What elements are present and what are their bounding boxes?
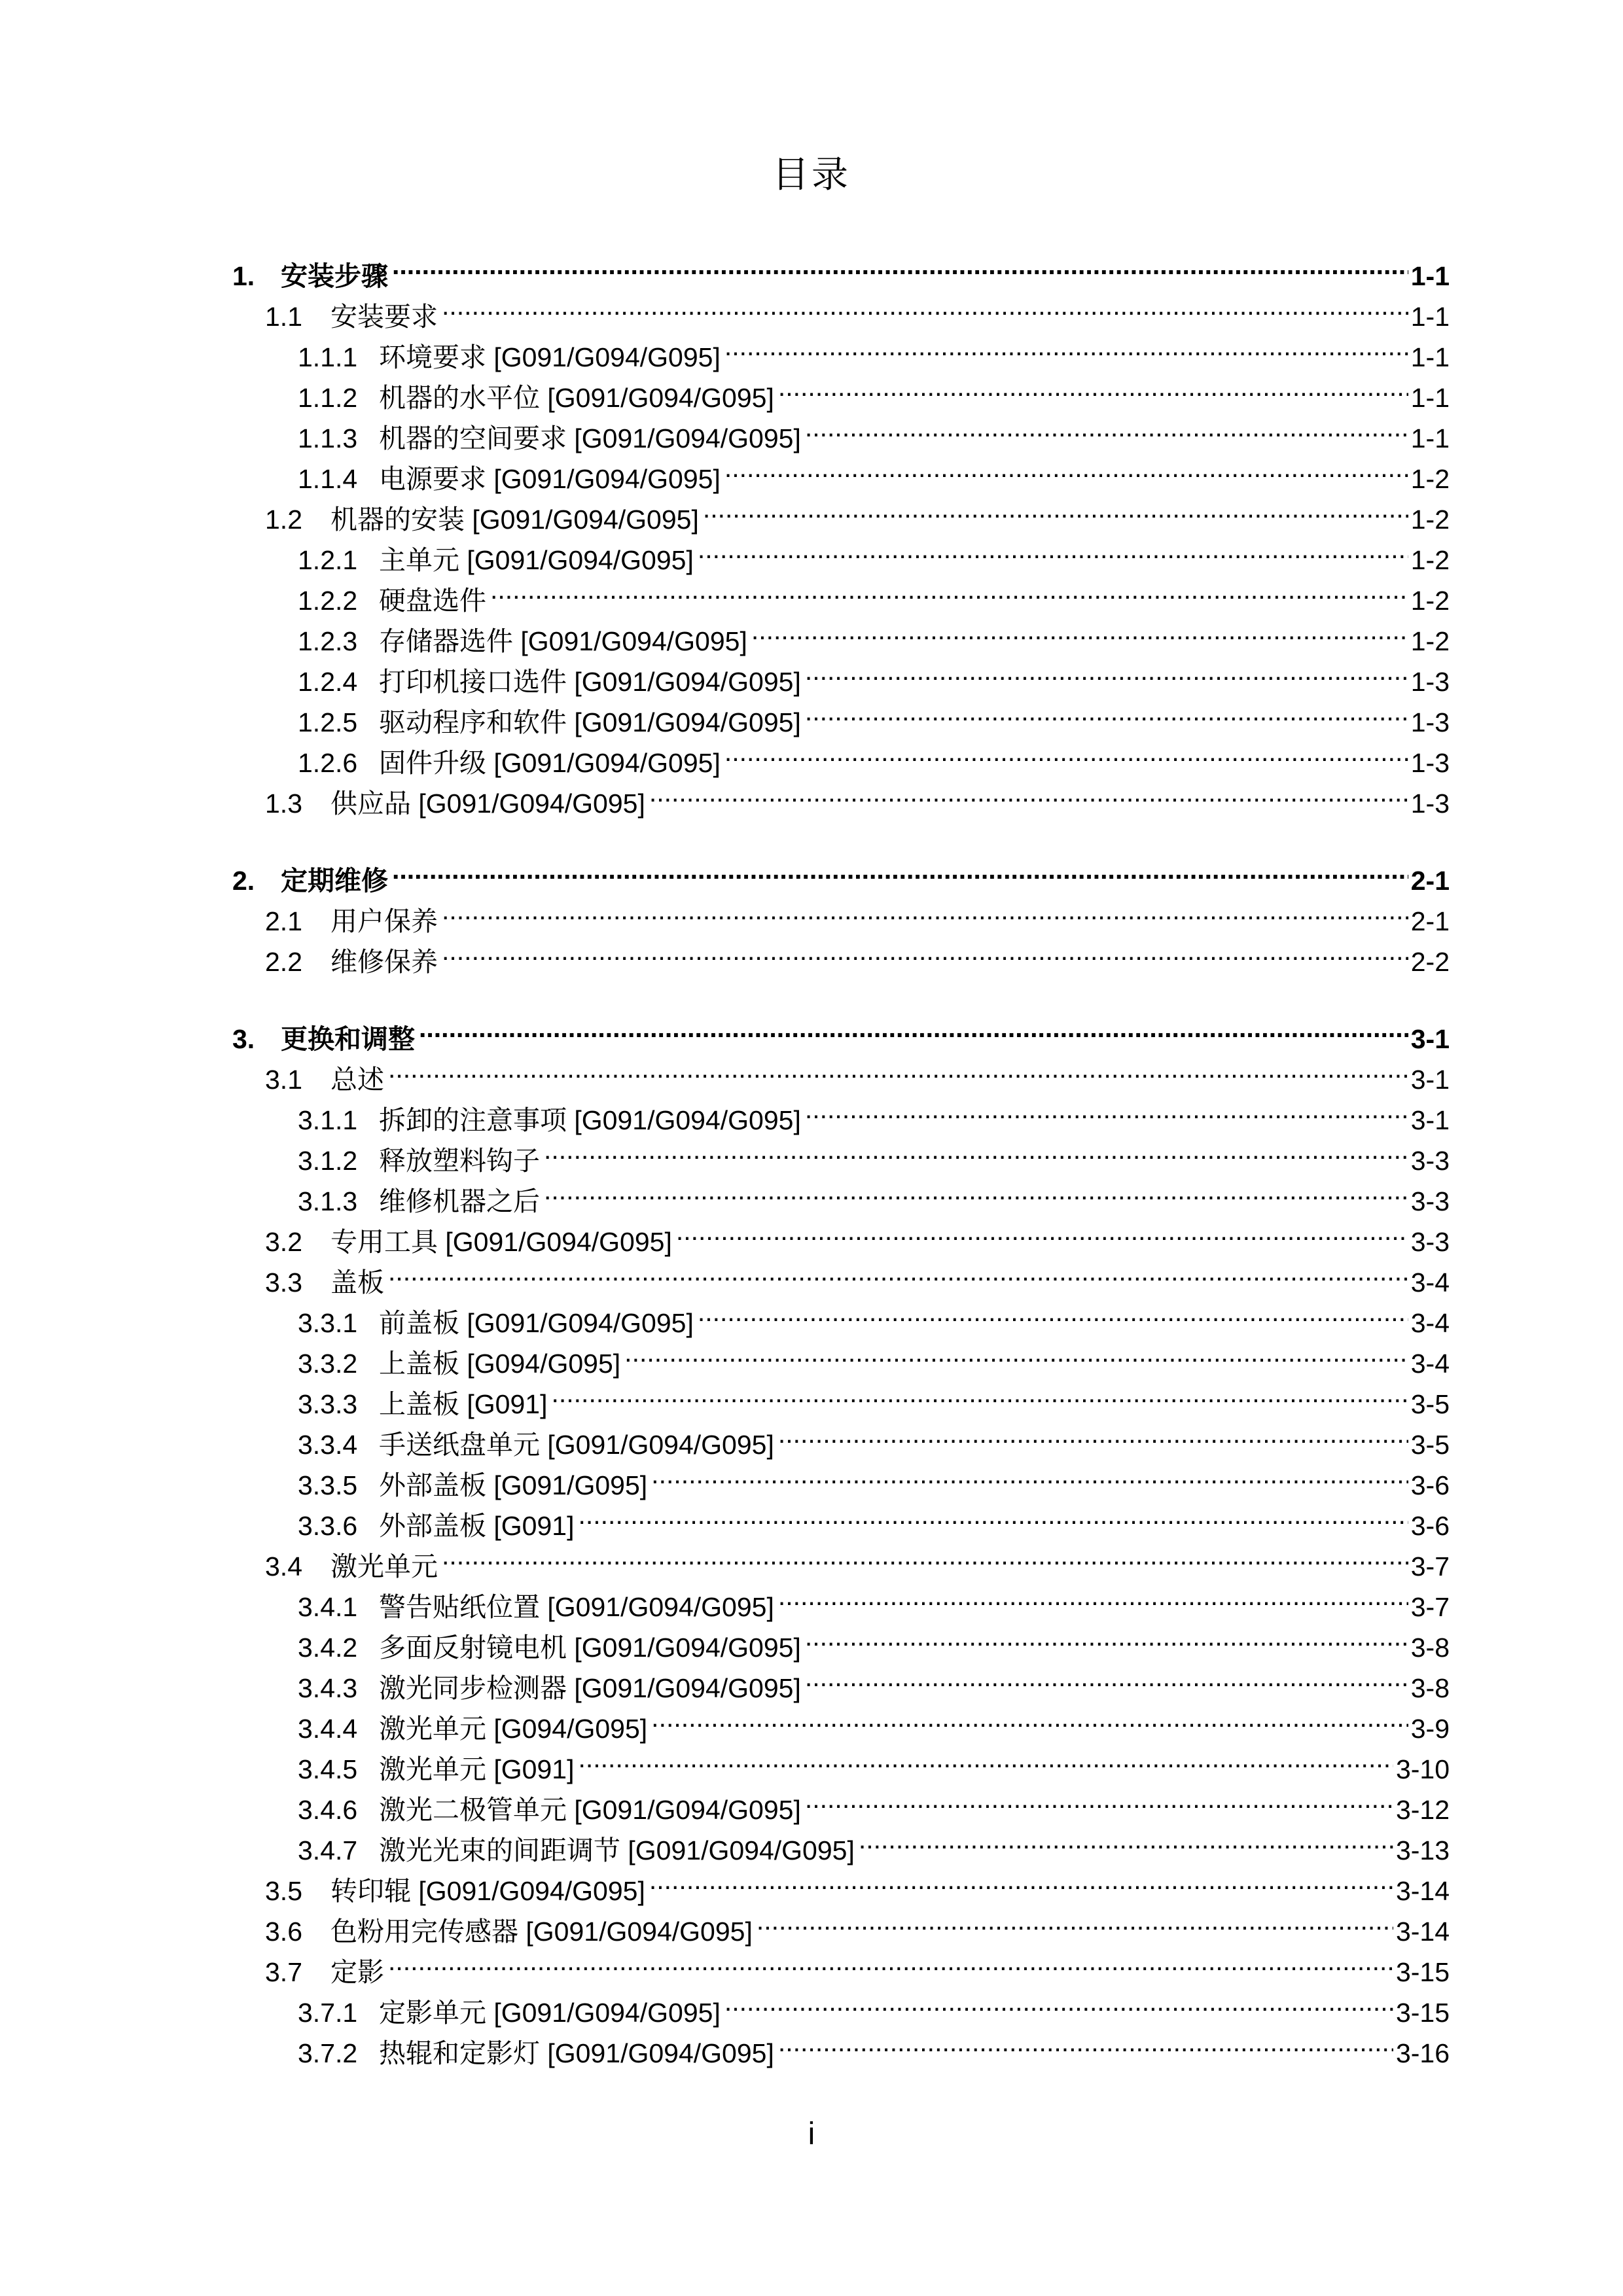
dot-leader [805, 1089, 1408, 1129]
toc-entry-page: 3-8 [1410, 1633, 1450, 1663]
toc-entry-page: 1-3 [1410, 748, 1450, 778]
toc-entry-page: 3-15 [1395, 1957, 1450, 1987]
toc-entry-page: 3-4 [1410, 1267, 1450, 1298]
dot-leader [624, 1332, 1408, 1373]
dot-leader [805, 1657, 1408, 1697]
toc-entry-number: 3.4.1 [298, 1592, 358, 1622]
toc-entry-title: 激光单元 [G094/G095] [379, 1714, 648, 1744]
toc-entry-number: 3.3 [265, 1267, 302, 1298]
toc-entry-number: 3.3.1 [298, 1308, 358, 1338]
toc-entry-number: 2. [232, 866, 255, 896]
toc-entry-number: 3.3.2 [298, 1349, 358, 1379]
toc-entry-page: 3-1 [1410, 1024, 1450, 1054]
toc-entry-title: 定期维修 [281, 866, 388, 896]
toc-entry-title: 硬盘选件 [379, 586, 486, 616]
dot-leader [388, 1251, 1408, 1292]
toc-entry-number: 1.3 [265, 788, 302, 819]
dot-leader [551, 1373, 1408, 1413]
dot-leader [578, 1494, 1408, 1535]
toc-entry-title: 更换和调整 [281, 1024, 415, 1054]
page-number: i [808, 2117, 815, 2151]
toc-entry-number: 3.7.1 [298, 1998, 358, 2028]
toc-entry-page: 3-8 [1410, 1673, 1450, 1703]
toc-entry-number: 1.2.1 [298, 545, 358, 575]
toc-entry-title: 警告贴纸位置 [G091/G094/G095] [379, 1592, 774, 1622]
dot-leader [651, 1454, 1408, 1494]
toc-entry-page: 3-6 [1410, 1470, 1450, 1500]
toc-entry[interactable] [232, 285, 1450, 332]
toc-entry-title: 电源要求 [G091/G094/G095] [379, 464, 721, 494]
toc-entry-page: 1-1 [1410, 342, 1450, 372]
dot-leader [703, 488, 1408, 529]
dot-leader [724, 448, 1408, 488]
toc-entry-page: 1-3 [1410, 667, 1450, 697]
toc-entry-page: 3-1 [1410, 1105, 1450, 1135]
toc-entry-number: 3.4.2 [298, 1633, 358, 1663]
dot-leader [805, 407, 1408, 448]
toc-entry-number: 3.7.2 [298, 2038, 358, 2068]
toc-entry-number: 3.1 [265, 1065, 302, 1095]
toc-entry-title: 供应品 [G091/G094/G095] [330, 788, 645, 819]
toc-entry-title: 定影单元 [G091/G094/G095] [379, 1998, 721, 2028]
toc-entry-title: 多面反射镜电机 [G091/G094/G095] [379, 1633, 801, 1663]
toc-entry-title: 打印机接口选件 [G091/G094/G095] [379, 667, 801, 697]
toc-entry-title: 机器的水平位 [G091/G094/G095] [379, 383, 774, 413]
toc-entry-title: 拆卸的注意事项 [G091/G094/G095] [379, 1105, 801, 1135]
toc-entry-number: 1.1.1 [298, 342, 358, 372]
toc-entry[interactable] [232, 1008, 1450, 1054]
dot-leader [490, 569, 1408, 610]
dot-leader [805, 650, 1408, 691]
dot-leader [778, 1576, 1408, 1616]
toc-entry-page: 3-3 [1410, 1146, 1450, 1176]
dot-leader [778, 1413, 1408, 1454]
toc-entry-title: 前盖板 [G091/G094/G095] [379, 1308, 694, 1338]
toc-entry-number: 3.4.5 [298, 1754, 358, 1784]
toc-entry-title: 释放塑料钩子 [379, 1146, 540, 1176]
toc-chapter [232, 1008, 1450, 2068]
toc-entry-number: 3.4.4 [298, 1714, 358, 1744]
toc-entry-page: 1-2 [1410, 545, 1450, 575]
toc-entry-page: 3-3 [1410, 1227, 1450, 1257]
toc-entry-title: 激光单元 [330, 1551, 438, 1581]
toc-entry-number: 3.1.1 [298, 1105, 358, 1135]
dot-leader [392, 245, 1408, 285]
toc-entry-title: 维修机器之后 [379, 1186, 540, 1216]
toc-entry-page: 1-2 [1410, 504, 1450, 535]
toc-entry[interactable] [232, 1981, 1450, 2028]
toc-entry-page: 3-16 [1395, 2038, 1450, 2068]
toc-entry-page: 3-14 [1395, 1876, 1450, 1906]
dot-leader [442, 285, 1408, 326]
toc-entry-number: 1.2.2 [298, 586, 358, 616]
dot-leader [544, 1170, 1408, 1210]
toc-entry-title: 外部盖板 [G091/G095] [379, 1470, 648, 1500]
toc-entry[interactable] [232, 1251, 1450, 1298]
toc-entry-title: 总述 [330, 1065, 384, 1095]
toc-entry-number: 1.1.4 [298, 464, 358, 494]
dot-leader [778, 366, 1408, 407]
toc-entry-title: 色粉用完传感器 [G091/G094/G095] [330, 1916, 753, 1947]
toc-entry-number: 3.4.6 [298, 1795, 358, 1825]
dot-leader [649, 1860, 1393, 1900]
toc-entry-page: 3-10 [1395, 1754, 1450, 1784]
toc-entry-page: 3-3 [1410, 1186, 1450, 1216]
dot-leader [676, 1210, 1408, 1251]
dot-leader [388, 1048, 1408, 1089]
toc-entry-number: 1.2.4 [298, 667, 358, 697]
toc-entry[interactable] [232, 245, 1450, 291]
toc-entry-page: 1-2 [1410, 464, 1450, 494]
toc-entry-number: 3.3.6 [298, 1511, 358, 1541]
dot-leader [757, 1900, 1393, 1941]
toc-entry-title: 激光单元 [G091] [379, 1754, 575, 1784]
toc-entry-number: 1.2.3 [298, 626, 358, 656]
dot-leader [388, 1941, 1393, 1981]
toc-entry-page: 3-4 [1410, 1349, 1450, 1379]
toc-entry-title: 用户保养 [330, 906, 438, 936]
toc-entry-title: 环境要求 [G091/G094/G095] [379, 342, 721, 372]
toc-entry-page: 2-1 [1410, 906, 1450, 936]
dot-leader [649, 772, 1408, 813]
toc-entry-page: 3-12 [1395, 1795, 1450, 1825]
dot-leader [805, 691, 1408, 732]
toc-entry-number: 2.2 [265, 947, 302, 977]
toc-entry-page: 1-1 [1410, 423, 1450, 453]
dot-leader [724, 326, 1408, 366]
toc-entry-title: 激光二极管单元 [G091/G094/G095] [379, 1795, 801, 1825]
dot-leader [442, 930, 1408, 971]
toc-entry-number: 2.1 [265, 906, 302, 936]
toc-entry-number: 1.2 [265, 504, 302, 535]
dot-leader [698, 529, 1408, 569]
toc-entry-page: 2-2 [1410, 947, 1450, 977]
toc-entry-title: 外部盖板 [G091] [379, 1511, 575, 1541]
toc-chapter [232, 245, 1450, 819]
toc-entry-number: 3.4.3 [298, 1673, 358, 1703]
toc-entry-page: 1-1 [1410, 383, 1450, 413]
page-title: 目录 [772, 154, 851, 196]
toc-entry-number: 3. [232, 1024, 255, 1054]
toc-entry-number: 1.2.5 [298, 707, 358, 737]
toc-entry[interactable] [232, 1048, 1450, 1095]
dot-leader [419, 1008, 1408, 1048]
toc-entry-page: 1-3 [1410, 788, 1450, 819]
toc-entry[interactable] [232, 1292, 1450, 1338]
dot-leader [724, 1981, 1393, 2022]
toc-entry-page: 3-1 [1410, 1065, 1450, 1095]
toc-entry-number: 1.2.6 [298, 748, 358, 778]
toc-entry-number: 3.1.3 [298, 1186, 358, 1216]
toc-entry-title: 定影 [330, 1957, 384, 1987]
toc-entry-number: 3.2 [265, 1227, 302, 1257]
toc-entry-title: 手送纸盘单元 [G091/G094/G095] [379, 1430, 774, 1460]
toc-entry-page: 3-4 [1410, 1308, 1450, 1338]
toc-entry[interactable] [232, 890, 1450, 936]
toc-entry-number: 1.1 [265, 302, 302, 332]
toc-entry-number: 3.3.4 [298, 1430, 358, 1460]
toc-entry-page: 1-2 [1410, 586, 1450, 616]
toc-entry-title: 专用工具 [G091/G094/G095] [330, 1227, 672, 1257]
toc-chapter [232, 849, 1450, 977]
table-of-contents [232, 245, 1450, 2099]
toc-entry-page: 1-1 [1410, 261, 1450, 291]
toc-entry-page: 3-15 [1395, 1998, 1450, 2028]
toc-entry-page: 3-13 [1395, 1835, 1450, 1865]
dot-leader [392, 849, 1408, 890]
toc-entry-page: 1-3 [1410, 707, 1450, 737]
toc-entry-number: 3.4.7 [298, 1835, 358, 1865]
dot-leader [751, 610, 1408, 650]
toc-entry-number: 3.1.2 [298, 1146, 358, 1176]
toc-entry[interactable] [232, 1089, 1450, 1135]
toc-entry-page: 3-5 [1410, 1389, 1450, 1419]
toc-entry-title: 转印辊 [G091/G094/G095] [330, 1876, 645, 1906]
toc-entry-title: 机器的空间要求 [G091/G094/G095] [379, 423, 801, 453]
toc-entry-page: 3-5 [1410, 1430, 1450, 1460]
toc-entry-title: 维修保养 [330, 947, 438, 977]
toc-entry-page: 3-7 [1410, 1592, 1450, 1622]
toc-entry[interactable] [232, 849, 1450, 896]
toc-entry-number: 3.6 [265, 1916, 302, 1947]
dot-leader [442, 1535, 1408, 1576]
dot-leader [698, 1292, 1408, 1332]
toc-entry-page: 3-9 [1410, 1714, 1450, 1744]
dot-leader [778, 2022, 1393, 2062]
toc-entry-number: 3.3.5 [298, 1470, 358, 1500]
toc-entry-title: 上盖板 [G094/G095] [379, 1349, 621, 1379]
toc-entry-page: 1-1 [1410, 302, 1450, 332]
toc-entry-page: 2-1 [1410, 866, 1450, 896]
dot-leader [578, 1738, 1393, 1778]
toc-entry-page: 1-2 [1410, 626, 1450, 656]
dot-leader [859, 1819, 1393, 1860]
toc-entry-page: 3-7 [1410, 1551, 1450, 1581]
toc-entry-number: 3.3.3 [298, 1389, 358, 1419]
toc-entry-title: 主单元 [G091/G094/G095] [379, 545, 694, 575]
toc-entry-title: 存储器选件 [G091/G094/G095] [379, 626, 747, 656]
toc-entry-title: 固件升级 [G091/G094/G095] [379, 748, 721, 778]
toc-entry-title: 安装步骤 [281, 261, 388, 291]
toc-entry-title: 盖板 [330, 1267, 384, 1298]
dot-leader [544, 1129, 1408, 1170]
toc-entry-page: 3-6 [1410, 1511, 1450, 1541]
dot-leader [442, 890, 1408, 930]
toc-entry-number: 1.1.3 [298, 423, 358, 453]
toc-entry-title: 安装要求 [330, 302, 438, 332]
toc-entry-page: 3-14 [1395, 1916, 1450, 1947]
toc-entry-number: 3.5 [265, 1876, 302, 1906]
toc-entry-number: 1.1.2 [298, 383, 358, 413]
dot-leader [805, 1778, 1393, 1819]
toc-entry-title: 驱动程序和软件 [G091/G094/G095] [379, 707, 801, 737]
toc-entry-title: 热辊和定影灯 [G091/G094/G095] [379, 2038, 774, 2068]
toc-entry-title: 激光光束的间距调节 [G091/G094/G095] [379, 1835, 855, 1865]
toc-entry[interactable] [232, 1941, 1450, 1987]
toc-entry-number: 3.7 [265, 1957, 302, 1987]
toc-entry-title: 上盖板 [G091] [379, 1389, 548, 1419]
toc-entry-number: 3.4 [265, 1551, 302, 1581]
dot-leader [805, 1616, 1408, 1657]
dot-leader [724, 732, 1408, 772]
toc-entry-title: 机器的安装 [G091/G094/G095] [330, 504, 699, 535]
toc-entry-number: 1. [232, 261, 255, 291]
dot-leader [651, 1697, 1408, 1738]
toc-entry-title: 激光同步检测器 [G091/G094/G095] [379, 1673, 801, 1703]
